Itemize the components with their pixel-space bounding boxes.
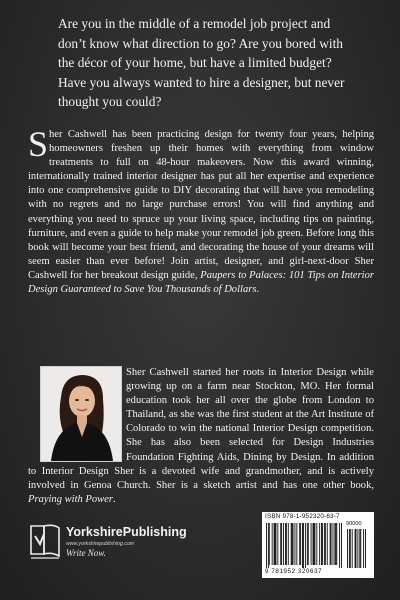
isbn-barcode bbox=[262, 512, 374, 578]
publisher-name: YorkshirePublishing bbox=[66, 525, 187, 539]
author-bio bbox=[28, 366, 374, 507]
book-title-italic: Paupers to Palaces: 101 Tips on Interior Design Guaranteed to Save You Thousands of Dollars bbox=[28, 269, 374, 296]
bio-text: Sher Cashwell started her roots in Interior Design while growing up on a farm near Stockton, MO. Her formal education took her all over the globe from London to Thailand, as she was the first student at the Art Institute of Colorado to win the national Interior Design competition. She has also been selected for Design Industries Foundation Fighting Aids, Dining by Design. In addition to Interior Design Sher is a devoted wife and grandmother, and is actively involved in Genoa Church. Sher is a sketch artist and has one other book, bbox=[28, 367, 374, 491]
description-end: . bbox=[256, 284, 260, 296]
publisher-block bbox=[28, 520, 218, 580]
publisher-url: www.yorkshirepublishing.com bbox=[66, 541, 135, 547]
bio-end: . bbox=[112, 493, 116, 505]
drop-cap-letter: S bbox=[28, 124, 49, 164]
other-book-italic: Praying with Power bbox=[28, 493, 113, 505]
barcode-digits: 9 781952 320637 bbox=[265, 568, 323, 575]
isbn-number: ISBN 978-1-952320-63-7 bbox=[265, 513, 340, 520]
description-text: her Cashwell has been practicing design for twenty four years, helping homeowners freshen up their homes with everything from window treatments to full on 48-hour makeovers. Now this award winning, internationally trained interior designer has put all her expertise and experience into one comprehensive guide to DIY decorating that will have you remodeling with no regrets and no large purchase errors! You will find anything and everything you need to spruce up your living space, including tips on painting, furniture, and even a guide to help make your remodel job green. Before long this book will become your best friend, and decorating the house of your dreams will seem easier than ever before! Join artist, designer, and girl-next-door Sher Cashwell for her breakout design guide, bbox=[28, 129, 374, 281]
intro-questions: Are you in the middle of a remodel job project and don’t know what direction to go? Are you bored with the décor of your home, but have a limited budget? Have you always wanted to hire a designer, but never thought you could? bbox=[58, 16, 345, 109]
publisher-tagline: Write Now. bbox=[66, 548, 106, 558]
book-description bbox=[28, 124, 374, 297]
barcode-bars bbox=[266, 523, 370, 569]
price-code: 90000 bbox=[346, 521, 362, 527]
publisher-logo-icon bbox=[28, 522, 62, 562]
